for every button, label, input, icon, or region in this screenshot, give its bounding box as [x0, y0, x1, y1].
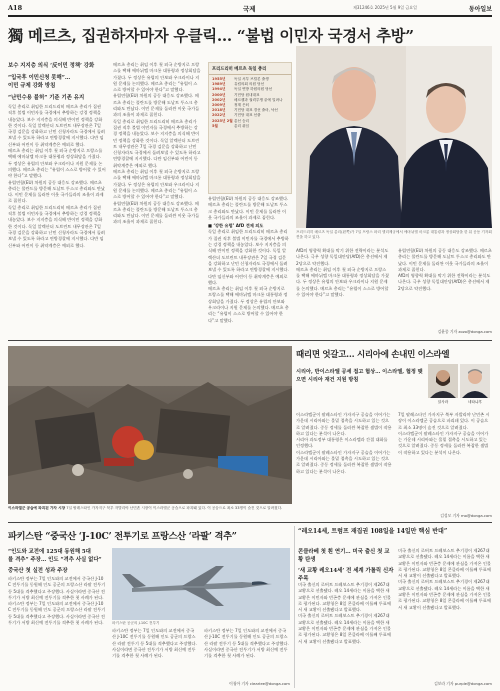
pakistan-body-text: 파키스탄 정부는 7일 인도와의 교전에서 중국산 J-10C 전투기를 동원해 인도 공군의 프랑스산 라팔 전투기 등 5대를 격추했다고 주장했다. 사실이라면 중국산 전투기가 서방 최신예 전투기를 격추한 첫 사례가 된다.	[8, 576, 106, 600]
timeline-date: 2009년	[212, 103, 226, 108]
timeline-event: 메르켈과 권력투쟁 끝에 밀려나	[234, 97, 283, 102]
lead-body-text: 유럽연합(EU) 차원의 공동 대응도 강조했다. 메르츠 총리는 폴란드를 방문해 도날트 투스크 총리와도 만났다. 이민 문제를 둘러싼 이웃 국가들과의 조율이 과제로 꼽힌다.	[113, 93, 200, 118]
gaza-caption-body: 7일 팔레스타인 가자지구 북부 자발리야 난민촌 시장이 이스라엘군 공습으로 파괴돼 있다. 이 공습으로 최소 33명이 숨진 것으로 알려졌다.	[66, 506, 283, 510]
pakistan-body-text: 파키스탄 정부는 7일 인도와의 교전에서 중국산 J-10C 전투기를 동원해 인도 공군의 프랑스산 라팔 전투기 등 5대를 격추했다고 주장했다. 사실이라면 중국산 전투기가 서방 최신예 전투기를 격추한 첫 사례가 된다.	[8, 601, 106, 626]
lead-body-text: 유럽연합(EU) 차원의 공동 대응도 강조했다. 메르츠 총리는 폴란드를 방문해 도날트 투스크 총리와도 만났다. 이민 문제를 둘러싼 이웃 국가들과의 조율이 과제로 꼽힌다.	[208, 196, 289, 220]
timeline-box	[208, 62, 292, 194]
timeline-event: 기민당 대표 선출	[234, 113, 261, 118]
pakistan-body-text: 파키스탄 정부는 7일 인도와의 교전에서 중국산 J-10C 전투기를 동원해 인도 공군의 프랑스산 라팔 전투기 등 5대를 격추했다고 주장했다. 사실이라면 중국산 전투기가 서방 최신예 전투기를 격추한 첫 사례가 된다.	[204, 628, 289, 659]
gaza-market-illustration	[8, 346, 292, 504]
timeline-event: 독일 연방 하원의원 당선	[234, 87, 273, 92]
lead-body-col3	[208, 196, 290, 336]
gaza-body-text: 이스라엘군이 팔레스타인 가자지구 공습을 이어가는 가운데 시리아와는 물밑 접촉을 시도하고 있는 것으로 알려졌다. 중동 정세를 둘러싼 복잡한 셈법이 작용하고 있다는 분석이 나온다.	[296, 412, 392, 436]
gaza-body-text: 이스라엘군이 팔레스타인 가자지구 공습을 이어가는 가운데 시리아와는 물밑 접촉을 시도하고 있는 것으로 알려졌다. 중동 정세를 둘러싼 복잡한 셈법이 작용하고 있다는 분석이 나온다.	[398, 430, 489, 455]
pakistan-body-col1	[8, 576, 106, 687]
pakistan-body-col3	[204, 628, 290, 680]
person-name-right: 네타냐후	[468, 400, 482, 404]
timeline-row	[212, 124, 288, 129]
section-divider	[8, 340, 492, 341]
timeline-date: 2022년	[212, 113, 226, 118]
gaza-caption-title: 이스라엘군 공습에 파괴된 가자 시장	[8, 506, 66, 510]
person-photo-left	[428, 364, 458, 398]
lead-body-text: 독일 총리로 취임한 프리드리히 메르츠 총리가 집권 직후 불법 이민자를 국경에서 추방하는 강경 정책을 내놓았다. 보수 지지층을 의식해 반이민 정책을 강화한 것이다. 독일 알렉산더 도브린트 내무장관은 7일 국경 검문을 강화하고 난민 신청자라도 국경에서 돌려보낼 수 있도록 하라고 연방경찰에 지시했다. 다만 임신부와 어린이 등 취약계층은 예외로 했다.	[8, 204, 105, 248]
timeline-date: 1989년	[212, 82, 226, 87]
pakistan-body-col2	[112, 628, 198, 687]
pakistan-subheads	[8, 548, 106, 575]
lead-subhead: 이민 규제 강화 방침	[8, 83, 56, 89]
gaza-byline: 김성모 기자 mo@donga.com	[440, 513, 492, 518]
lead-body-text: 독일 총리로 취임한 프리드리히 메르츠 총리가 집권 직후 불법 이민자를 국경에서 추방하는 강경 정책을 내놓았다. 보수 지지층을 의식해 반이민 정책을 강화한 것이다. 독일 알렉산더 도브린트 내무장관은 7일 국경 검문을 강화하고 난민 신청자라도 국경에서 돌려보낼 수 있도록 하라고 연방경찰에 지시했다. 다만 임신부와 어린이 등 취약계층은 예외로 했다.	[208, 229, 289, 285]
gaza-body-text: 7일 팔레스타인 가자지구 북부 자발리야 난민촌 시장이 이스라엘군 공습으로 파괴돼 있다. 이 공습으로 최소 33명이 숨진 것으로 알려졌다.	[398, 412, 490, 430]
paper-name: 동아일보	[468, 6, 492, 13]
timeline-event: 정계 은퇴	[234, 103, 250, 108]
lead-body-text: 독일 총리로 취임한 프리드리히 메르츠 총리가 집권 직후 불법 이민자를 국경에서 추방하는 강경 정책을 내놓았다. 보수 지지층을 의식해 반이민 정책을 강화한 것이다. 독일 알렉산더 도브린트 내무장관은 7일 국경 검문을 강화하고 난민 신청자라도 국경에서 돌려보낼 수 있도록 하라고 연방경찰에 지시했다. 다만 임신부와 어린이 등 취약계층은 예외로 했다.	[113, 118, 201, 168]
gaza-body-text: 이스라엘군이 팔레스타인 가자지구 공습을 이어가는 가운데 시리아와는 물밑 접촉을 시도하고 있는 것으로 알려졌다. 중동 정세를 둘러싼 복잡한 셈법이 작용하고 있다는 분석이 나온다.	[296, 449, 392, 474]
masthead-rule	[8, 15, 492, 17]
timeline-event: 총선 승리	[234, 118, 250, 123]
lead-body-text: 메르츠 총리는 취임 이후 첫 외국 순방지로 프랑스를 택해 에마뉘엘 마크롱 대통령과 정상회담을 가졌다. 두 정상은 유럽의 안보와 우크라이나 지원 문제를 논의했다. 메르츠 총리는 “유럽이 스스로 방어할 수 있어야 한다”고 말했다.	[113, 169, 201, 200]
timeline-date: 2002년	[212, 97, 226, 102]
lead-right-text: 메르츠 총리는 취임 이후 첫 외국 순방지로 프랑스를 택해 에마뉘엘 마크롱 대통령과 정상회담을 가졌다. 두 정상은 유럽의 안보와 우크라이나 지원 문제를 논의했다. 메르츠 총리는 “유럽이 스스로 방어할 수 있어야 한다”고 말했다.	[296, 266, 389, 298]
timeline-date: 1994년	[212, 87, 226, 92]
section-title: 국제	[243, 5, 256, 13]
pakistan-subhead: “인도와 교전에 125대 동원해 5대	[8, 549, 91, 555]
vatican-byline: 김보라 기자 purple@donga.com	[434, 681, 492, 686]
lead-photo-caption: 프리드리히 메르츠 독일 총리(왼쪽)가 7일 프랑스 파리 엘리제궁에서 에마뉘엘 마크롱 대통령과 정상회담을 한 뒤 공동 기자회견을 하고 있다.	[296, 230, 492, 239]
lead-body-text: 메르츠 총리는 취임 이후 첫 외국 순방지로 프랑스를 택해 에마뉘엘 마크롱 대통령과 정상회담을 가졌다. 두 정상은 유럽의 안보와 우크라이나 지원 문제를 논의했다. 메르츠 총리는 “유럽이 스스로 방어할 수 있어야 한다”고 말했다.	[208, 286, 289, 323]
gaza-body-col2	[398, 412, 492, 512]
lead-right-body-b	[398, 248, 492, 328]
lead-subhead: 보수 지지층 의식 ‘反이민 정책’ 강화	[8, 63, 95, 69]
timeline-event: 총리 취임	[234, 123, 250, 128]
gaza-photo-caption	[8, 506, 292, 520]
lead-body-text: 유럽연합(EU) 차원의 공동 대응도 강조했다. 메르츠 총리는 폴란드를 방문해 도날트 투스크 총리와도 만났다. 이민 문제를 둘러싼 이웃 국가들과의 조율이 과제로 꼽힌다.	[8, 179, 105, 204]
timeline-date: 2025년 2월	[212, 118, 233, 123]
masthead	[8, 4, 492, 14]
avatar	[460, 364, 490, 398]
pakistan-subhead: 중국산 첫 실전 성과 주장	[8, 568, 68, 574]
person-photo-right	[460, 364, 490, 398]
timeline-event: 기민당 원내대표	[234, 92, 260, 97]
vatican-subheads	[298, 548, 394, 583]
timeline-date: 1955년	[212, 77, 226, 81]
timeline-list	[209, 75, 291, 131]
lead-body-col1	[8, 104, 106, 336]
gaza-headline: 때리면 엇갈고… 시리아에 손내민 이스라엘	[296, 350, 450, 360]
vatican-body-text: 미국 출신의 로버트 프레보스트 추기경이 제267대 교황으로 선출됐다. 레오 14세라는 이름을 택한 새 교황은 이민자와 빈곤층 문제에 관심을 가져온 인물로 평가된다. 교황청은 8일 콘클라베 이틀째 투표에서 새 교황이 선출됐다고 발표했다.	[398, 548, 491, 579]
lead-byline: 김윤종 기자 zozo@donga.com	[437, 329, 492, 334]
timeline-date: 5월	[212, 123, 218, 128]
lead-body-text: 메르츠 총리는 취임 이후 첫 외국 순방지로 프랑스를 택해 에마뉘엘 마크롱 대통령과 정상회담을 가졌다. 두 정상은 유럽의 안보와 우크라이나 지원 문제를 논의했다. 메르츠 총리는 “유럽이 스스로 방어할 수 있어야 한다”고 말했다.	[8, 148, 106, 179]
timeline-title: 프리드리히 메르츠 독일 총리	[209, 63, 291, 75]
lead-right-text: 유럽연합(EU) 차원의 공동 대응도 강조했다. 메르츠 총리는 폴란드를 방문해 도날트 투스크 총리와도 만났다. 이민 문제를 둘러싼 이웃 국가들과의 조율이 과제로 꼽힌다.	[398, 248, 492, 272]
fighter-jet-illustration	[112, 548, 290, 620]
vatican-body-col2	[398, 548, 492, 680]
pakistan-photo	[112, 548, 290, 620]
vatican-subhead: 콘클라베 첫 흰 연기… 미국 출신 첫 교황 탄생	[298, 549, 390, 563]
page-number: A18	[8, 4, 23, 12]
vatican-headline: “레오14세, 트럼프 재집권 108일을 14일만 핵심 반대”	[298, 528, 448, 535]
lead-subhead: “난민수용 불허” 기준 기존 유지	[8, 95, 85, 101]
pakistan-byline: 이청아 기자 clearlee@donga.com	[229, 681, 290, 686]
gaza-body-col1	[296, 412, 392, 520]
gaza-person-photos	[428, 364, 492, 412]
gaza-body-text: 시리아 과도정부 대통령은 이스라엘과 간접 대화를 인정했다.	[296, 437, 388, 449]
timeline-event: 독일 서부 브릴론 출생	[234, 77, 269, 81]
timeline-event: 기민당 대표 경선 출마, 낙선	[234, 108, 278, 113]
person-name-left: 알사라	[437, 400, 449, 404]
pakistan-subhead: 를 격추” 주장… 인도 “격추 사실 없다”	[8, 557, 102, 563]
issue-info: 제31246호 2025년 5월 9일 금요일	[353, 5, 417, 10]
lead-subhead: “입국후 이민신청 못해”…	[8, 75, 71, 81]
section-divider	[8, 522, 492, 523]
timeline-date: 2018년	[212, 108, 226, 113]
lead-body-text: 유럽연합(EU) 차원의 공동 대응도 강조했다. 메르츠 총리는 폴란드를 방문해 도날트 투스크 총리와도 만났다. 이민 문제를 둘러싼 이웃 국가들과의 조율이 과제로 꼽힌다.	[113, 200, 200, 225]
leaders-illustration	[296, 46, 492, 228]
lead-subheads	[8, 62, 106, 102]
lead-photo	[296, 46, 492, 228]
vatican-body-col1	[298, 582, 394, 687]
timeline-event: 유럽의회 의원 당선	[234, 82, 265, 87]
lead-body-text: 메르츠 총리는 취임 이후 첫 외국 순방지로 프랑스를 택해 에마뉘엘 마크롱 대통령과 정상회담을 가졌다. 두 정상은 유럽의 안보와 우크라이나 지원 문제를 논의했다. 메르츠 총리는 “유럽이 스스로 방어할 수 있어야 한다”고 말했다.	[113, 62, 201, 93]
lead-headline: 獨 메르츠, 집권하자마자 우클릭… “불법 이민자 국경서 추방”	[8, 27, 414, 45]
lead-right-text: AfD의 영향력 확대를 막기 위한 전략이라는 분석도 나온다. 극우 성향 독일대안당(AfD)은 총선에서 제2당으로 약진했다.	[296, 248, 389, 266]
vatican-body-text: 미국 출신의 로버트 프레보스트 추기경이 제267대 교황으로 선출됐다. 레오 14세라는 이름을 택한 새 교황은 이민자와 빈곤층 문제에 관심을 가져온 인물로 평가된다. 교황청은 8일 콘클라베 이틀째 투표에서 새 교황이 선출됐다고 발표했다.	[298, 582, 391, 613]
lead-inline-subheading: ■ ‘강한 유럽’ AfD 견제 의도	[208, 223, 264, 229]
vatican-subhead: ‘새 교황 레오14세’ 전 세계 가톨릭 신자 주목	[298, 568, 394, 582]
avatar	[428, 364, 458, 398]
lead-right-text: AfD의 영향력 확대를 막기 위한 전략이라는 분석도 나온다. 극우 성향 독일대안당(AfD)은 총선에서 제2당으로 약진했다.	[398, 273, 491, 291]
gaza-photo	[8, 346, 292, 504]
pakistan-body-text: 파키스탄 정부는 7일 인도와의 교전에서 중국산 J-10C 전투기를 동원해 인도 공군의 프랑스산 라팔 전투기 등 5대를 격추했다고 주장했다. 사실이라면 중국산 전투기가 서방 최신예 전투기를 격추한 첫 사례가 된다.	[112, 628, 197, 659]
vatican-body-text: 미국 출신의 로버트 프레보스트 추기경이 제267대 교황으로 선출됐다. 레오 14세라는 이름을 택한 새 교황은 이민자와 빈곤층 문제에 관심을 가져온 인물로 평가된다. 교황청은 8일 콘클라베 이틀째 투표에서 새 교황이 선출됐다고 발표했다.	[298, 613, 391, 644]
lead-body-text: 독일 총리로 취임한 프리드리히 메르츠 총리가 집권 직후 불법 이민자를 국경에서 추방하는 강경 정책을 내놓았다. 보수 지지층을 의식해 반이민 정책을 강화한 것이다. 독일 알렉산더 도브린트 내무장관은 7일 국경 검문을 강화하고 난민 신청자라도 국경에서 돌려보낼 수 있도록 하라고 연방경찰에 지시했다. 다만 임신부와 어린이 등 취약계층은 예외로 했다.	[8, 104, 105, 147]
lead-right-body-a	[296, 248, 390, 336]
timeline-date: 2000년	[212, 92, 226, 97]
lead-body-col2	[113, 62, 201, 336]
gaza-intro: 시리아, 반이스라엘 공세 접고 협상… 이스라엘, 협정 맺으면 시리아 재건 지원 방침	[296, 369, 423, 383]
pakistan-headline: 파키스탄 “중국산 ‘J-10C’ 전투기로 프랑스산 ‘라팔’ 격추”	[8, 531, 237, 542]
pakistan-photo-caption: 파키스탄 공군의 J-10C 전투기	[112, 621, 160, 625]
column-divider	[294, 526, 295, 688]
vatican-body-text: 미국 출신의 로버트 프레보스트 추기경이 제267대 교황으로 선출됐다. 레오 14세라는 이름을 택한 새 교황은 이민자와 빈곤층 문제에 관심을 가져온 인물로 평가된다. 교황청은 8일 콘클라베 이틀째 투표에서 새 교황이 선출됐다고 발표했다.	[398, 579, 491, 610]
